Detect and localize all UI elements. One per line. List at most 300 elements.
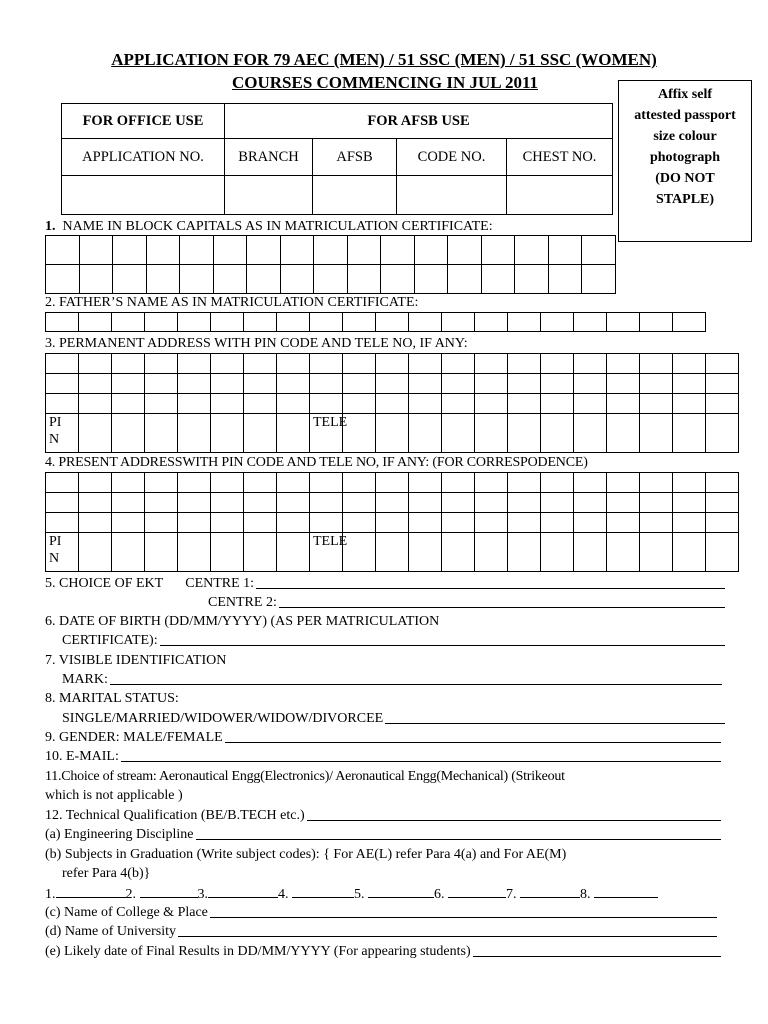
letter-box[interactable] bbox=[46, 236, 80, 265]
centre2-line[interactable] bbox=[279, 607, 725, 608]
letter-box[interactable] bbox=[213, 236, 247, 265]
letter-box[interactable] bbox=[442, 354, 475, 374]
letter-box[interactable] bbox=[414, 265, 448, 294]
q10-label: 10. E-MAIL: bbox=[45, 749, 119, 764]
letter-box[interactable] bbox=[343, 354, 376, 374]
letter-box[interactable] bbox=[582, 236, 616, 265]
letter-box[interactable] bbox=[376, 394, 409, 414]
letter-box[interactable] bbox=[178, 473, 211, 493]
letter-box[interactable] bbox=[46, 265, 80, 294]
letter-box[interactable] bbox=[247, 236, 281, 265]
q10-row bbox=[45, 748, 721, 765]
letter-box[interactable] bbox=[277, 394, 310, 414]
letter-box[interactable] bbox=[673, 414, 706, 453]
letter-box[interactable] bbox=[541, 313, 574, 332]
letter-box[interactable] bbox=[442, 394, 475, 414]
letter-box[interactable] bbox=[213, 265, 247, 294]
letter-box[interactable] bbox=[640, 414, 673, 453]
letter-box[interactable] bbox=[640, 533, 673, 572]
col-chest-no: CHEST NO. bbox=[507, 139, 613, 176]
permanent-address-grid[interactable] bbox=[45, 353, 739, 453]
letter-box[interactable] bbox=[112, 374, 145, 394]
letter-box[interactable] bbox=[46, 374, 79, 394]
letter-box[interactable] bbox=[574, 414, 607, 453]
letter-box[interactable] bbox=[178, 374, 211, 394]
letter-box[interactable] bbox=[475, 354, 508, 374]
letter-box[interactable] bbox=[180, 265, 214, 294]
subject-number: 5. bbox=[354, 887, 365, 902]
letter-box[interactable] bbox=[145, 414, 178, 453]
letter-box[interactable] bbox=[541, 533, 574, 572]
letter-box[interactable] bbox=[343, 493, 376, 513]
q12d-label: (d) Name of University bbox=[45, 924, 177, 939]
letter-box[interactable] bbox=[574, 354, 607, 374]
letter-box[interactable] bbox=[347, 265, 381, 294]
letter-box[interactable] bbox=[79, 493, 112, 513]
q11-label-cont: which is not applicable ) bbox=[45, 788, 183, 803]
q1-number: 1. bbox=[45, 219, 56, 234]
letter-box[interactable] bbox=[475, 394, 508, 414]
letter-box[interactable] bbox=[414, 236, 448, 265]
letter-box[interactable] bbox=[343, 394, 376, 414]
letter-box[interactable] bbox=[574, 493, 607, 513]
marital-status-line[interactable] bbox=[385, 723, 725, 724]
father-name-letter-grid[interactable] bbox=[45, 312, 706, 332]
letter-box[interactable] bbox=[582, 265, 616, 294]
letter-box[interactable] bbox=[277, 493, 310, 513]
q7-label: 7. VISIBLE IDENTIFICATION bbox=[45, 653, 227, 668]
q6-label: 6. DATE OF BIRTH (DD/MM/YYYY) (AS PER MATRICULATION bbox=[45, 614, 440, 629]
q12b-label-cont: refer Para 4(b)} bbox=[62, 866, 151, 881]
letter-box[interactable] bbox=[244, 313, 277, 332]
letter-box[interactable] bbox=[442, 533, 475, 572]
letter-box[interactable] bbox=[508, 313, 541, 332]
letter-box[interactable] bbox=[46, 493, 79, 513]
letter-box[interactable] bbox=[112, 394, 145, 414]
letter-box[interactable] bbox=[46, 313, 79, 332]
letter-box[interactable] bbox=[211, 374, 244, 394]
q5-centre1-row bbox=[45, 575, 725, 592]
letter-box[interactable] bbox=[46, 473, 79, 493]
letter-box[interactable] bbox=[178, 414, 211, 453]
q1-text: NAME IN BLOCK CAPITALS AS IN MATRICULATION CERTIFICATE: bbox=[62, 219, 493, 234]
letter-box[interactable] bbox=[211, 493, 244, 513]
letter-box[interactable] bbox=[640, 493, 673, 513]
letter-box[interactable] bbox=[508, 354, 541, 374]
letter-box[interactable] bbox=[475, 414, 508, 453]
letter-box[interactable] bbox=[706, 354, 739, 374]
letter-box[interactable] bbox=[145, 533, 178, 572]
letter-box[interactable] bbox=[310, 374, 343, 394]
letter-box[interactable] bbox=[211, 414, 244, 453]
letter-box[interactable] bbox=[46, 394, 79, 414]
present-address-grid[interactable] bbox=[45, 472, 739, 572]
branch-field[interactable] bbox=[225, 176, 313, 215]
q1-label bbox=[45, 218, 493, 235]
tele-label bbox=[310, 414, 348, 453]
letter-box[interactable] bbox=[706, 394, 739, 414]
letter-box[interactable] bbox=[475, 473, 508, 493]
letter-box[interactable] bbox=[146, 236, 180, 265]
letter-box[interactable] bbox=[79, 265, 113, 294]
letter-box[interactable] bbox=[607, 313, 640, 332]
letter-box[interactable] bbox=[409, 533, 442, 572]
letter-box[interactable] bbox=[706, 493, 739, 513]
letter-box[interactable] bbox=[607, 533, 640, 572]
letter-box[interactable] bbox=[548, 236, 582, 265]
letter-box[interactable] bbox=[314, 265, 348, 294]
college-line[interactable] bbox=[210, 917, 717, 918]
afsb-use-header: FOR AFSB USE bbox=[225, 104, 613, 139]
letter-box[interactable] bbox=[211, 533, 244, 572]
letter-box[interactable] bbox=[310, 473, 343, 493]
letter-box[interactable] bbox=[112, 513, 145, 533]
col-code-no: CODE NO. bbox=[397, 139, 507, 176]
letter-box[interactable] bbox=[247, 265, 281, 294]
final-results-date-line[interactable] bbox=[473, 956, 721, 957]
centre2-label: CENTRE 2: bbox=[208, 595, 277, 610]
subject-code-line[interactable] bbox=[56, 884, 126, 898]
application-no-field[interactable] bbox=[62, 176, 225, 215]
letter-box[interactable] bbox=[508, 513, 541, 533]
letter-box[interactable] bbox=[310, 513, 343, 533]
letter-box[interactable] bbox=[607, 414, 640, 453]
letter-box[interactable] bbox=[574, 394, 607, 414]
letter-box[interactable] bbox=[541, 493, 574, 513]
letter-box[interactable] bbox=[79, 236, 113, 265]
letter-box[interactable] bbox=[244, 354, 277, 374]
pin-label-text: PI bbox=[49, 534, 62, 549]
q11-label: 11.Choice of stream: Aeronautical Engg(Electronics)/ Aeronautical Engg(Mechanical) (Strikeout bbox=[45, 769, 565, 784]
letter-box[interactable] bbox=[277, 513, 310, 533]
q8-label: 8. MARITAL STATUS: bbox=[45, 691, 179, 706]
engineering-discipline-line[interactable] bbox=[196, 839, 721, 840]
letter-box[interactable] bbox=[180, 236, 214, 265]
subject-number: 1. bbox=[45, 887, 56, 902]
letter-box[interactable] bbox=[46, 354, 79, 374]
q12e-label: (e) Likely date of Final Results in DD/MM/YYYY (For appearing students) bbox=[45, 944, 471, 959]
letter-box[interactable] bbox=[113, 265, 147, 294]
letter-box[interactable] bbox=[277, 374, 310, 394]
letter-box[interactable] bbox=[409, 493, 442, 513]
letter-box[interactable] bbox=[706, 533, 739, 572]
letter-box[interactable] bbox=[244, 414, 277, 453]
letter-box[interactable] bbox=[211, 473, 244, 493]
letter-box[interactable] bbox=[640, 313, 673, 332]
letter-box[interactable] bbox=[475, 513, 508, 533]
letter-box[interactable] bbox=[673, 533, 706, 572]
letter-box[interactable] bbox=[607, 374, 640, 394]
photo-line: size colour bbox=[653, 129, 717, 144]
letter-box[interactable] bbox=[706, 473, 739, 493]
letter-box[interactable] bbox=[277, 414, 310, 453]
col-afsb: AFSB bbox=[313, 139, 397, 176]
letter-box[interactable] bbox=[481, 236, 515, 265]
letter-box[interactable] bbox=[277, 354, 310, 374]
letter-box[interactable] bbox=[442, 414, 475, 453]
letter-box[interactable] bbox=[541, 354, 574, 374]
q6-certificate-label: CERTIFICATE): bbox=[62, 633, 158, 648]
q12a-row bbox=[45, 826, 721, 843]
letter-box[interactable] bbox=[178, 394, 211, 414]
letter-box[interactable] bbox=[481, 265, 515, 294]
letter-box[interactable] bbox=[607, 394, 640, 414]
letter-box[interactable] bbox=[607, 354, 640, 374]
letter-box[interactable] bbox=[277, 473, 310, 493]
subject-number: 3. bbox=[197, 887, 208, 902]
letter-box[interactable] bbox=[112, 533, 145, 572]
letter-box[interactable] bbox=[376, 533, 409, 572]
q7-mark-label: MARK: bbox=[62, 672, 108, 687]
letter-box[interactable] bbox=[343, 513, 376, 533]
subject-number: 4. bbox=[278, 887, 289, 902]
letter-box[interactable] bbox=[508, 374, 541, 394]
letter-box[interactable] bbox=[541, 513, 574, 533]
letter-box[interactable] bbox=[442, 473, 475, 493]
letter-box[interactable] bbox=[178, 313, 211, 332]
identification-mark-line[interactable] bbox=[110, 684, 722, 685]
letter-box[interactable] bbox=[409, 374, 442, 394]
q3-label: 3. PERMANENT ADDRESS WITH PIN CODE AND TELE NO, IF ANY: bbox=[45, 336, 468, 351]
centre1-line[interactable] bbox=[256, 588, 725, 589]
letter-box[interactable] bbox=[314, 236, 348, 265]
letter-box[interactable] bbox=[640, 473, 673, 493]
q2-label: 2. FATHER’S NAME AS IN MATRICULATION CERTIFICATE: bbox=[45, 295, 419, 310]
email-line[interactable] bbox=[121, 761, 721, 762]
letter-box[interactable] bbox=[515, 265, 549, 294]
letter-box[interactable] bbox=[574, 533, 607, 572]
photo-line: STAPLE) bbox=[655, 192, 715, 207]
letter-box[interactable] bbox=[343, 313, 376, 332]
tele-label-text: TELE bbox=[313, 534, 348, 549]
subject-code-line[interactable] bbox=[520, 884, 580, 898]
letter-box[interactable] bbox=[79, 513, 112, 533]
letter-box[interactable] bbox=[409, 313, 442, 332]
letter-box[interactable] bbox=[673, 473, 706, 493]
letter-box[interactable] bbox=[442, 513, 475, 533]
q7-row bbox=[62, 671, 722, 688]
photo-box bbox=[618, 80, 752, 242]
q9-row bbox=[45, 729, 721, 746]
subject-code-line[interactable] bbox=[292, 884, 354, 898]
letter-box[interactable] bbox=[343, 533, 376, 572]
afsb-field[interactable] bbox=[313, 176, 397, 215]
letter-box[interactable] bbox=[178, 533, 211, 572]
letter-box[interactable] bbox=[310, 354, 343, 374]
letter-box[interactable] bbox=[79, 394, 112, 414]
subject-code-line[interactable] bbox=[368, 884, 434, 898]
q12e-row bbox=[45, 943, 721, 960]
letter-box[interactable] bbox=[448, 265, 482, 294]
letter-box[interactable] bbox=[515, 236, 549, 265]
letter-box[interactable] bbox=[244, 473, 277, 493]
pin-label bbox=[46, 533, 79, 572]
letter-box[interactable] bbox=[541, 414, 574, 453]
letter-box[interactable] bbox=[574, 313, 607, 332]
letter-box[interactable] bbox=[376, 493, 409, 513]
letter-box[interactable] bbox=[277, 533, 310, 572]
letter-box[interactable] bbox=[673, 374, 706, 394]
letter-box[interactable] bbox=[79, 354, 112, 374]
letter-box[interactable] bbox=[376, 513, 409, 533]
subject-code-line[interactable] bbox=[448, 884, 506, 898]
letter-box[interactable] bbox=[244, 513, 277, 533]
letter-box[interactable] bbox=[79, 313, 112, 332]
letter-box[interactable] bbox=[178, 513, 211, 533]
letter-box[interactable] bbox=[178, 354, 211, 374]
letter-box[interactable] bbox=[574, 374, 607, 394]
subject-code-line[interactable] bbox=[208, 884, 278, 898]
letter-box[interactable] bbox=[673, 354, 706, 374]
letter-box[interactable] bbox=[347, 236, 381, 265]
letter-box[interactable] bbox=[607, 493, 640, 513]
q5-label: 5. CHOICE OF EKT bbox=[45, 576, 164, 591]
letter-box[interactable] bbox=[442, 493, 475, 513]
pin-label bbox=[46, 414, 79, 453]
letter-box[interactable] bbox=[211, 354, 244, 374]
letter-box[interactable] bbox=[310, 493, 343, 513]
letter-box[interactable] bbox=[508, 394, 541, 414]
letter-box[interactable] bbox=[442, 374, 475, 394]
letter-box[interactable] bbox=[508, 414, 541, 453]
letter-box[interactable] bbox=[376, 313, 409, 332]
letter-box[interactable] bbox=[673, 513, 706, 533]
letter-box[interactable] bbox=[376, 473, 409, 493]
q12c-row bbox=[45, 904, 717, 921]
pin-label-text: N bbox=[49, 432, 60, 447]
letter-box[interactable] bbox=[310, 313, 343, 332]
subject-code-line[interactable] bbox=[140, 884, 198, 898]
letter-box[interactable] bbox=[475, 493, 508, 513]
letter-box[interactable] bbox=[475, 374, 508, 394]
name-letter-grid[interactable] bbox=[45, 235, 616, 294]
letter-box[interactable] bbox=[409, 513, 442, 533]
letter-box[interactable] bbox=[640, 513, 673, 533]
letter-box[interactable] bbox=[343, 374, 376, 394]
code-no-field[interactable] bbox=[397, 176, 507, 215]
letter-box[interactable] bbox=[244, 394, 277, 414]
letter-box[interactable] bbox=[112, 414, 145, 453]
technical-qualification-line[interactable] bbox=[307, 820, 721, 821]
letter-box[interactable] bbox=[79, 374, 112, 394]
letter-box[interactable] bbox=[277, 313, 310, 332]
letter-box[interactable] bbox=[145, 313, 178, 332]
q12c-label: (c) Name of College & Place bbox=[45, 905, 208, 920]
letter-box[interactable] bbox=[541, 394, 574, 414]
letter-box[interactable] bbox=[574, 513, 607, 533]
letter-box[interactable] bbox=[79, 414, 112, 453]
letter-box[interactable] bbox=[706, 414, 739, 453]
letter-box[interactable] bbox=[640, 354, 673, 374]
letter-box[interactable] bbox=[79, 533, 112, 572]
letter-box[interactable] bbox=[145, 394, 178, 414]
letter-box[interactable] bbox=[381, 236, 415, 265]
letter-box[interactable] bbox=[343, 414, 376, 453]
letter-box[interactable] bbox=[376, 414, 409, 453]
letter-box[interactable] bbox=[409, 394, 442, 414]
letter-box[interactable] bbox=[112, 313, 145, 332]
marital-options: SINGLE/MARRIED/WIDOWER/WIDOW/DIVORCEE bbox=[62, 711, 384, 726]
letter-box[interactable] bbox=[146, 265, 180, 294]
letter-box[interactable] bbox=[79, 473, 112, 493]
letter-box[interactable] bbox=[673, 313, 706, 332]
letter-box[interactable] bbox=[211, 394, 244, 414]
letter-box[interactable] bbox=[211, 513, 244, 533]
letter-box[interactable] bbox=[640, 394, 673, 414]
letter-box[interactable] bbox=[475, 533, 508, 572]
letter-box[interactable] bbox=[112, 354, 145, 374]
letter-box[interactable] bbox=[145, 374, 178, 394]
letter-box[interactable] bbox=[178, 493, 211, 513]
letter-box[interactable] bbox=[706, 374, 739, 394]
letter-box[interactable] bbox=[145, 513, 178, 533]
letter-box[interactable] bbox=[112, 473, 145, 493]
letter-box[interactable] bbox=[145, 473, 178, 493]
subject-code-line[interactable] bbox=[594, 884, 658, 898]
letter-box[interactable] bbox=[145, 493, 178, 513]
letter-box[interactable] bbox=[548, 265, 582, 294]
office-use-table bbox=[61, 103, 613, 215]
photo-line: (DO NOT bbox=[655, 171, 715, 186]
letter-box[interactable] bbox=[607, 513, 640, 533]
q12d-row bbox=[45, 923, 717, 940]
letter-box[interactable] bbox=[409, 414, 442, 453]
letter-box[interactable] bbox=[640, 374, 673, 394]
letter-box[interactable] bbox=[508, 493, 541, 513]
letter-box[interactable] bbox=[541, 374, 574, 394]
letter-box[interactable] bbox=[381, 265, 415, 294]
letter-box[interactable] bbox=[280, 236, 314, 265]
letter-box[interactable] bbox=[607, 473, 640, 493]
chest-no-field[interactable] bbox=[507, 176, 613, 215]
form-title-line1: APPLICATION FOR 79 AEC (MEN) / 51 SSC (MEN) / 51 SSC (WOMEN) bbox=[111, 50, 657, 69]
letter-box[interactable] bbox=[113, 236, 147, 265]
letter-box[interactable] bbox=[112, 493, 145, 513]
letter-box[interactable] bbox=[409, 354, 442, 374]
letter-box[interactable] bbox=[508, 533, 541, 572]
letter-box[interactable] bbox=[673, 493, 706, 513]
letter-box[interactable] bbox=[541, 473, 574, 493]
subject-number: 6. bbox=[434, 887, 445, 902]
gender-line[interactable] bbox=[225, 742, 721, 743]
letter-box[interactable] bbox=[409, 473, 442, 493]
letter-box[interactable] bbox=[376, 374, 409, 394]
photo-line: attested passport bbox=[634, 108, 736, 123]
letter-box[interactable] bbox=[448, 236, 482, 265]
letter-box[interactable] bbox=[442, 313, 475, 332]
letter-box[interactable] bbox=[574, 473, 607, 493]
letter-box[interactable] bbox=[244, 374, 277, 394]
letter-box[interactable] bbox=[145, 354, 178, 374]
letter-box[interactable] bbox=[343, 473, 376, 493]
university-line[interactable] bbox=[178, 936, 717, 937]
letter-box[interactable] bbox=[376, 354, 409, 374]
col-branch: BRANCH bbox=[225, 139, 313, 176]
letter-box[interactable] bbox=[244, 493, 277, 513]
letter-box[interactable] bbox=[706, 513, 739, 533]
tele-label bbox=[310, 533, 348, 572]
letter-box[interactable] bbox=[508, 473, 541, 493]
letter-box[interactable] bbox=[244, 533, 277, 572]
q12a-label: (a) Engineering Discipline bbox=[45, 827, 194, 842]
letter-box[interactable] bbox=[46, 513, 79, 533]
letter-box[interactable] bbox=[475, 313, 508, 332]
letter-box[interactable] bbox=[280, 265, 314, 294]
letter-box[interactable] bbox=[211, 313, 244, 332]
dob-line[interactable] bbox=[160, 645, 725, 646]
letter-box[interactable] bbox=[310, 394, 343, 414]
letter-box[interactable] bbox=[673, 394, 706, 414]
